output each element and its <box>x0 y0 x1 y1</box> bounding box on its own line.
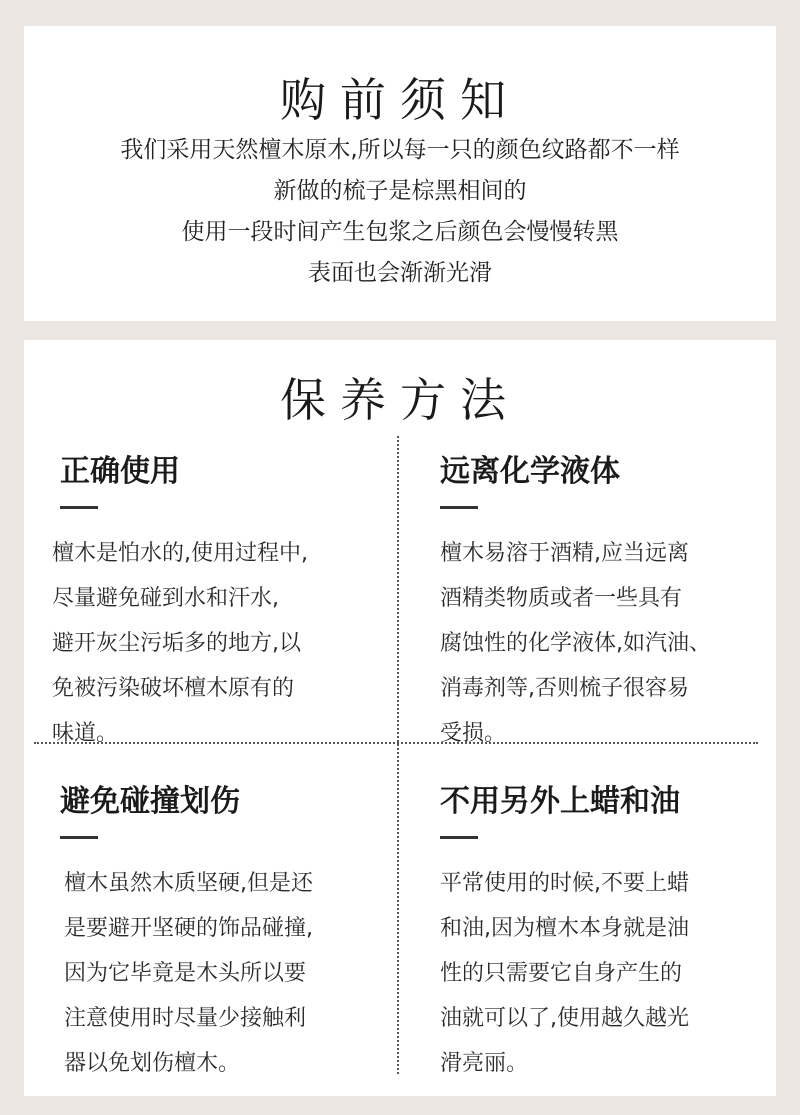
body-line: 性的只需要它自身产生的 <box>440 961 683 986</box>
care-section-no-wax-oil <box>440 776 770 1086</box>
body-line: 尽量避免碰到水和汗水, <box>52 586 279 611</box>
body-line: 免被污染破坏檀木原有的 <box>52 676 295 701</box>
section-heading: 正确使用 <box>60 454 180 489</box>
body-line: 消毒剂等,否则梳子很容易 <box>440 676 689 701</box>
section-heading: 避免碰撞划伤 <box>60 784 240 819</box>
section-body <box>440 531 770 756</box>
notice-line: 新做的梳子是棕黑相间的 <box>273 178 527 204</box>
care-section-avoid-scratches <box>60 776 390 1086</box>
purchase-notice-title: 购前须知 <box>280 73 520 127</box>
body-line: 味道。 <box>52 721 119 746</box>
heading-underline <box>440 836 478 839</box>
care-section-avoid-chemicals <box>440 446 770 756</box>
purchase-notice-card <box>24 26 776 321</box>
body-line: 受损。 <box>440 721 507 746</box>
body-line: 油就可以了,使用越久越光 <box>440 1006 689 1031</box>
section-body <box>64 861 390 1086</box>
care-section-correct-use <box>52 446 390 756</box>
section-heading: 远离化学液体 <box>440 454 620 489</box>
purchase-notice-text <box>24 130 776 294</box>
body-line: 是要避开坚硬的饰品碰撞, <box>64 916 313 941</box>
heading-underline <box>440 506 478 509</box>
body-line: 和油,因为檀木本身就是油 <box>440 916 689 941</box>
heading-underline <box>60 836 98 839</box>
body-line: 酒精类物质或者一些具有 <box>440 586 683 611</box>
section-body <box>440 861 770 1086</box>
section-body <box>52 531 390 756</box>
body-line: 注意使用时尽量少接触利 <box>64 1006 307 1031</box>
body-line: 器以免划伤檀木。 <box>64 1051 241 1076</box>
body-line: 平常使用的时候,不要上蜡 <box>440 871 689 896</box>
body-line: 腐蚀性的化学液体,如汽油、 <box>440 631 711 656</box>
body-line: 檀木易溶于酒精,应当远离 <box>440 541 689 566</box>
body-line: 檀木虽然木质坚硬,但是还 <box>64 871 313 896</box>
section-heading: 不用另外上蜡和油 <box>440 784 680 819</box>
notice-line: 我们采用天然檀木原木,所以每一只的颜色纹路都不一样 <box>120 137 680 163</box>
notice-line: 使用一段时间产生包浆之后颜色会慢慢转黑 <box>181 219 619 245</box>
care-method-card <box>24 340 776 1096</box>
body-line: 檀木是怕水的,使用过程中, <box>52 541 308 566</box>
vertical-dotted-divider <box>397 436 399 1074</box>
body-line: 滑亮丽。 <box>440 1051 529 1076</box>
care-method-title: 保养方法 <box>280 373 520 427</box>
heading-underline <box>60 506 98 509</box>
body-line: 因为它毕竟是木头所以要 <box>64 961 307 986</box>
body-line: 避开灰尘污垢多的地方,以 <box>52 631 301 656</box>
notice-line: 表面也会渐渐光滑 <box>308 260 492 286</box>
